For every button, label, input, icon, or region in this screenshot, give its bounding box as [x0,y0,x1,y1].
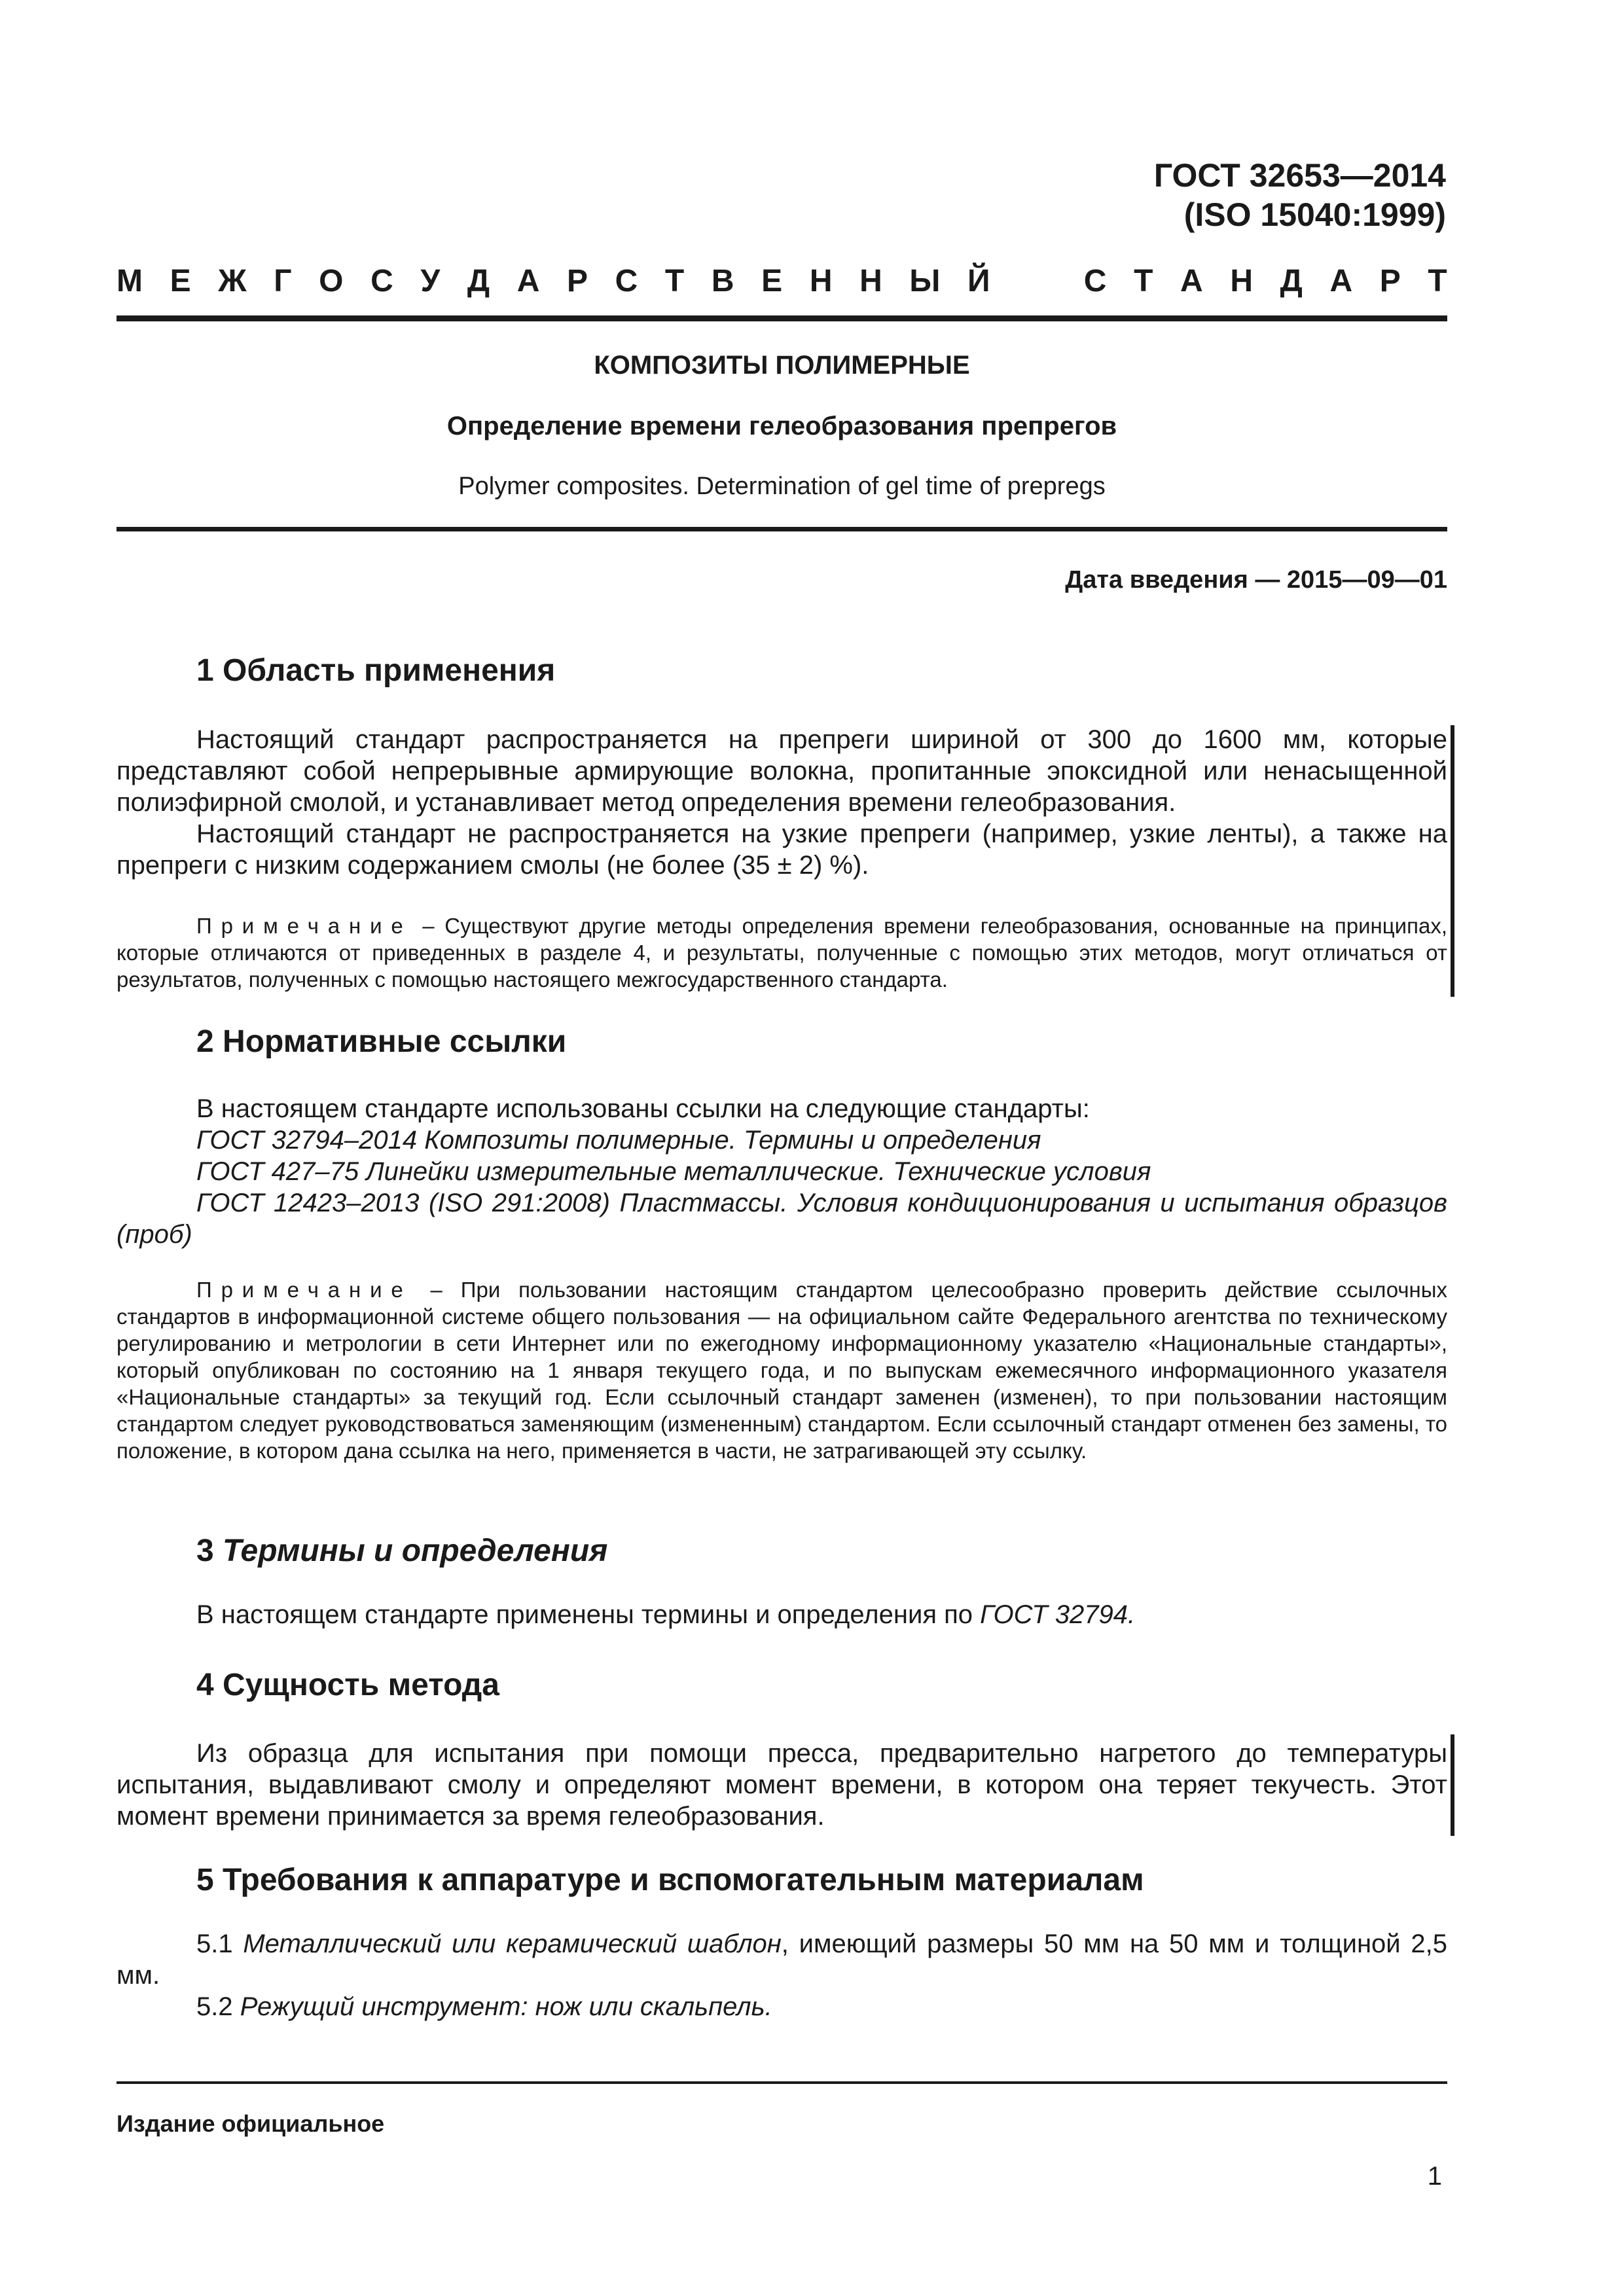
section-1-paragraph: Настоящий стандарт не распространяется на узкие препреги (например, узкие ленты), а также на препреги с низким содержанием смолы (не более (35 ± 2) %). [117,819,1447,880]
section-1-heading: 1 Область применения [196,653,556,688]
page-number: 1 [1427,2162,1442,2191]
section-4-body [117,1738,1447,1832]
reference-item: ГОСТ 12423–2013 (ISO 291:2008) Пластмассы. Условия кондиционирования и испытания образцов (проб) [117,1189,1447,1249]
introduction-date: Дата введения — 2015—09—01 [1065,566,1447,594]
english-title: Polymer composites. Determination of gel time of prepregs [458,473,1106,500]
spaced-letter: Ж [218,264,247,298]
section-5-body [117,1928,1447,2022]
section-2-body [117,1093,1447,1250]
spaced-letter: А [1180,264,1203,298]
spaced-letter: О [319,264,344,298]
spaced-letter: У [420,264,441,298]
spaced-letter: С [615,264,638,298]
note-text: – Существуют другие методы определения времени гелеобразования, основанные на принципах, которые отличаются от приведенных в разделе 4, и результаты, полученные с помощью этих методов, могут отличаться от результатов, полученных с помощью настоящего межгосударственного стандарта. [117,914,1447,992]
spaced-letter: Т [664,264,685,298]
note-text: – При пользовании настоящим стандартом целесообразно проверить действие ссылочных стандартов в информационной системе общего пользования — на официальном сайте Федерального агентства по техническому регулированию и метрологии в сети Интернет или по ежегодному информационному указателю «Национальные стандарты», который опубликован по состоянию на 1 января текущего года, и по выпускам ежемесячного информационного указателя «Национальные стандарты» за текущий год. Если ссылочный стандарт заменен (изменен), то при пользовании настоящим стандартом следует руководствоваться заменяющим (измененным) стандартом. Если ссылочный стандарт отменен без замены, то положение, в котором дана ссылка на него, применяется в части, не затрагивающей эту ссылку. [117,1278,1447,1463]
spaced-letter: С [1083,264,1107,298]
edition-label: Издание официальное [117,2110,385,2137]
section-2-intro: В настоящем стандарте использованы ссылки на следующие стандарты: [196,1094,1090,1123]
spaced-letter: Д [467,264,490,298]
interstate-standard-label [117,262,1447,301]
change-bar [1451,725,1454,997]
spaced-letter: Т [1428,264,1447,298]
document-code-block [1154,156,1446,234]
spaced-letter: В [711,264,734,298]
spaced-letter: А [1329,264,1353,298]
section-3-title: Термины и определения [223,1534,608,1568]
section-1-paragraph: Настоящий стандарт распространяется на препреги шириной от 300 до 1600 мм, которые представляют собой непрерывные армирующие волокна, пропитанные эпоксидной или ненасыщенной полиэфирной смолой, и устанавливает метод определения времени гелеобразования. [117,725,1447,817]
spaced-letter: Й [967,264,990,298]
spaced-letter: Н [1230,264,1253,298]
section-4-text: Из образца для испытания при помощи пресса, предварительно нагретого до температуры испытания, выдавливают смолу и определяют момент времени, в котором она теряет текучесть. Этот момент времени принимается за время гелеобразования. [117,1739,1447,1831]
change-bar [1451,1734,1454,1836]
spaced-letter: Е [761,264,783,298]
spaced-letter: А [516,264,540,298]
spaced-letter: Е [170,264,191,298]
section-3-reference: ГОСТ 32794. [980,1600,1136,1629]
section-5-heading: 5 Требования к аппаратуре и вспомогательным материалам [196,1863,1144,1897]
iso-code: (ISO 15040:1999) [1183,196,1446,233]
section-3-body [117,1599,1447,1630]
section-3-text: В настоящем стандарте применены термины и определения по [196,1600,981,1629]
item-term: Металлический или керамический шаблон [243,1929,782,1958]
note-label: Примечание [196,1278,412,1302]
item-number: 5.1 [196,1929,244,1958]
item-number: 5.2 [196,1992,240,2021]
item-text: , имеющий размеры 50 мм на 50 мм и толщиной 2,5 мм. [117,1929,1448,1990]
section-5-item-2 [117,1991,1447,2022]
word-gap [1017,262,1056,301]
spaced-letter: Р [1379,264,1401,298]
header-rule [117,315,1447,321]
spaced-letter: Ы [909,264,941,298]
reference-item: ГОСТ 427–75 Линейки измерительные металлические. Технические условия [196,1157,1151,1186]
section-1-body [117,724,1447,881]
spaced-letter: Д [1280,264,1303,298]
document-subtitle: Определение времени гелеобразования препрегов [446,412,1117,440]
reference-item: ГОСТ 32794–2014 Композиты полимерные. Термины и определения [196,1126,1041,1155]
title-rule [117,527,1447,531]
spaced-letter: Т [1134,264,1153,298]
document-title: КОМПОЗИТЫ ПОЛИМЕРНЫЕ [594,351,970,380]
spaced-letter: М [117,264,143,298]
spaced-letter: Р [566,264,588,298]
spaced-letter: С [370,264,393,298]
item-term: Режущий инструмент: нож или скальпель. [240,1992,772,2021]
spaced-letter: Н [859,264,882,298]
footer-rule [117,2081,1447,2084]
section-3-heading [196,1532,607,1571]
section-4-heading: 4 Сущность метода [196,1668,499,1702]
spaced-letter: Н [809,264,833,298]
spaced-letter: Г [274,264,292,298]
standard-code: ГОСТ 32653—2014 [1153,157,1446,194]
section-3-number: 3 [196,1534,223,1568]
section-2-note [117,1276,1447,1464]
section-1-note [117,912,1447,993]
section-2-heading: 2 Нормативные ссылки [196,1024,567,1059]
section-5-item-1 [117,1928,1447,1991]
note-label: Примечание [196,914,412,938]
